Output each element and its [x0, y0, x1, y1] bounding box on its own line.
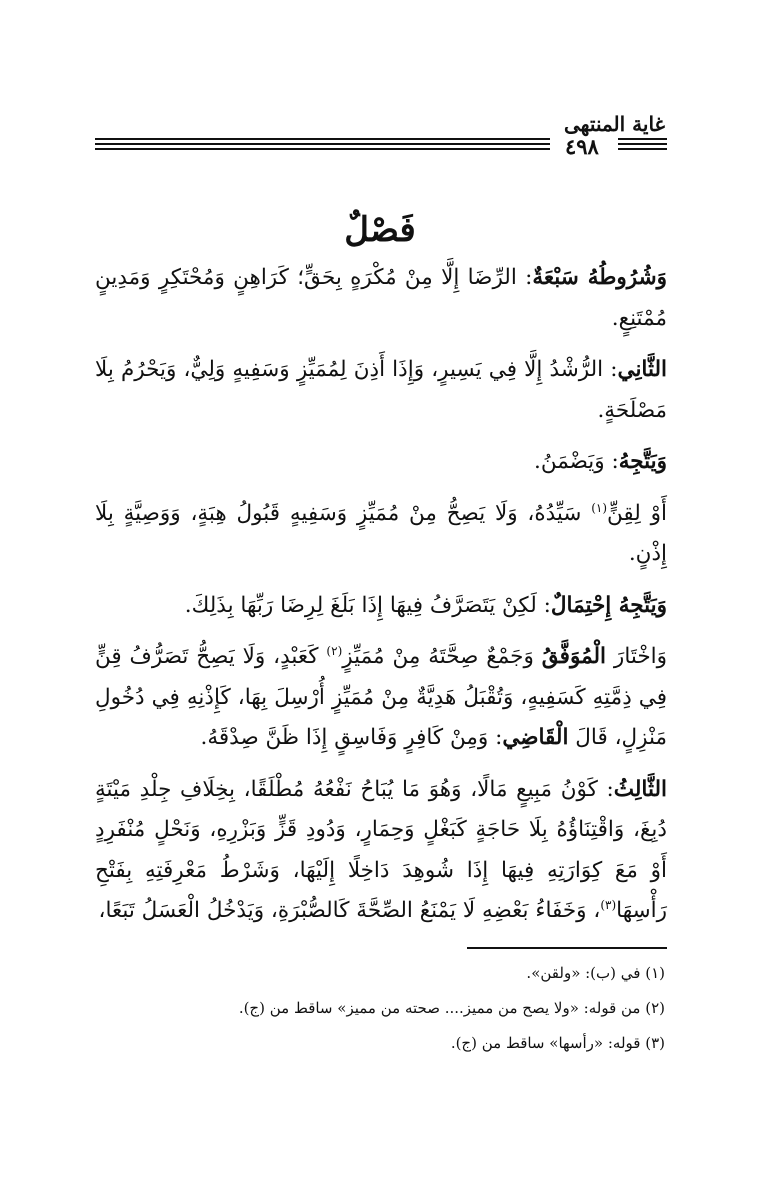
paragraph-keyword: وَشُرُوطُهُ سَبْعَةٌ — [532, 265, 668, 290]
header-rule-mid-short — [618, 143, 667, 145]
footnote-marker-1: (١) — [591, 500, 608, 515]
footnote-2: (٢) من قوله: «ولا يصح من مميز.... صحته من مميز» ساقط من (ج). — [238, 999, 665, 1017]
footnote-1: (١) في (ب): «ولقن». — [526, 964, 665, 982]
header-rule-mid-long — [95, 143, 550, 145]
footnote-separator — [467, 947, 667, 949]
paragraph-keyword: وَيَتَّجِهُ إِحْتِمَالٌ — [550, 592, 667, 618]
paragraph-text: : وَيَضْمَنُ. — [534, 449, 619, 474]
paragraph-second — [95, 350, 667, 431]
paragraph-text: كَعَبْدٍ، وَلَا يَصِحُّ تَصَرُّفُ قِنٍّ فِي ذِمَّتِهِ كَسَفِيهٍ، وَتُقْبَلُ هَدِيَّةٌ مِنْ مُمَيِّزٍ أُرْسِلَ بِهَا، كَإِذْنِهِ فِي دُخُولِ مَنْزِلٍ، قَالَ — [95, 644, 667, 750]
paragraph-text: أَوْ لِقِنٍّ — [607, 500, 667, 526]
paragraph-ihtimal — [95, 586, 667, 627]
header-rule-bottom-long — [95, 148, 550, 150]
paragraph-text: ، وَخَفَاءُ بَعْضِهِ لَا يَمْنَعُ الصِّحَّةَ كَالصُّبْرَةِ، وَيَدْخُلُ الْعَسَلُ تَبَعًا، — [98, 898, 601, 923]
header-rule-top-short — [618, 138, 667, 140]
paragraph-text: : وَمِنْ كَافِرٍ وَفَاسِقٍ إِذَا ظَنَّ صِدْقَهُ. — [200, 725, 503, 750]
paragraph-conditions — [95, 258, 667, 339]
footnote-marker-2: (٢) — [326, 643, 343, 658]
header-rule-top-long — [95, 138, 550, 140]
running-header-title: غاية المنتهى — [564, 112, 665, 136]
paragraph-text: : كَوْنُ مَبِيعٍ مَالًا، وَهُوَ مَا يُبَاحُ نَفْعُهُ مُطْلَقًا، بِخِلَافِ جِلْدِ مَيْتَةٍ دُبِغَ، وَاقْتِنَاؤُهُ بِلَا حَاجَةٍ كَبَغْلٍ وَحِمَارٍ، وَدُودِ قَزٍّ وَبَزْرِهِ، وَنَحْلٍ مُنْفَرِدٍ أَوْ مَعَ كِوَارَتِهِ فِيهَا إِذَا شُوهِدَ دَاخِلًا إِلَيْهَا، وَشَرْطُ مَعْرِفَتِهِ بِفَتْحِ رَأْسِهَا — [95, 776, 667, 923]
page-number: ٤٩٨ — [565, 134, 599, 159]
paragraph-keyword: الْمُوَفَّقُ — [541, 644, 607, 669]
paragraph-keyword: الثَّانِي — [617, 357, 667, 382]
footnote-marker-3: (٣) — [600, 897, 617, 912]
paragraph-keyword: الثَّالِثُ — [613, 776, 667, 802]
paragraph-text: : لَكِنْ يَتَصَرَّفُ فِيهَا إِذَا بَلَغَ لِرِضَا رَبِّهَا بِذَلِكَ. — [184, 592, 551, 618]
paragraph-muwaffaq — [95, 637, 667, 759]
paragraph-text: : الرُّشْدُ إِلَّا فِي يَسِيرٍ، وَإِذَا أَذِنَ لِمُمَيِّزٍ وَسَفِيهٍ وَلِيٌّ، وَيَحْرُمُ بِلَا مَصْلَحَةٍ. — [95, 357, 667, 423]
paragraph-keyword: وَيَتَّجِهُ — [618, 449, 667, 474]
paragraph-keyword: الْقَاضِي — [502, 725, 569, 750]
section-title: فَصْلٌ — [344, 210, 416, 250]
paragraph-text: : الرِّضَا إِلَّا مِنْ مُكْرَهٍ بِحَقٍّ؛ كَرَاهِنٍ وَمُحْتَكِرٍ وَمَدِينٍ مُمْتَنِعٍ. — [95, 265, 667, 331]
paragraph-text: سَيِّدُهُ، وَلَا يَصِحُّ مِنْ مُمَيِّزٍ وَسَفِيهٍ قَبُولُ هِبَةٍ، وَوَصِيَّةٍ بِلَا إِذْنٍ. — [95, 500, 667, 566]
paragraph-text: وَجَمْعٌ صِحَّتَهُ مِنْ مُمَيِّزٍ — [342, 644, 542, 669]
header-rule-bottom-short — [618, 148, 667, 150]
footnotes — [93, 962, 665, 1067]
paragraph-text: وَاخْتَارَ — [606, 644, 668, 669]
paragraph-slave — [95, 494, 667, 575]
paragraph-yattajih — [95, 442, 667, 483]
body-text — [95, 258, 667, 943]
paragraph-third — [95, 770, 667, 932]
footnote-3: (٣) قوله: «رأسها» ساقط من (ج). — [450, 1034, 665, 1052]
